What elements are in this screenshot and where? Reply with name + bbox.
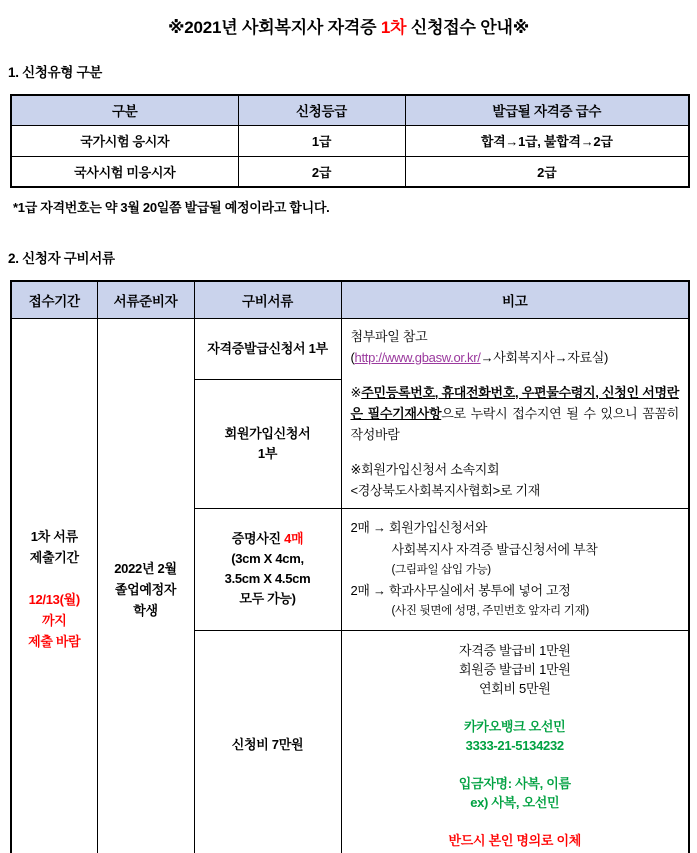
remarks-doc3-cell — [341, 508, 689, 630]
table1-header-type: 구분 — [11, 95, 238, 125]
photo-note-line2: 사회복지사 자격증 발급신청서에 부착 — [391, 542, 598, 557]
attachment-reference: 첨부파일 참고 — [350, 328, 428, 344]
section1-heading: 1. 신청유형 구분 — [8, 65, 103, 80]
period-deadline-note: 제출 바람 — [28, 634, 81, 650]
doc4-label: 신청비 7만원 — [231, 737, 304, 753]
table1-row1-grade: 1급 — [238, 125, 405, 156]
doc1-label: 자격증발급신청서 1부 — [207, 340, 328, 356]
required-note-mark: ※ — [350, 384, 362, 400]
spacer — [14, 568, 95, 589]
bank-account-name: 카카오뱅크 오선민 — [464, 718, 566, 734]
doc3-cell — [194, 508, 341, 630]
table1-row2-issued: 2급 — [405, 156, 689, 187]
preparer-line2: 졸업예정자 — [114, 581, 177, 597]
depositor-name-label: 입금자명: 사복, 이름 — [458, 775, 571, 791]
fee-line3: 연회비 5만원 — [478, 680, 551, 696]
table1-row2-type: 국사시험 미응시자 — [11, 156, 238, 187]
preparer-line1: 2022년 2월 — [114, 560, 177, 576]
attachment-link-line — [351, 347, 680, 368]
period-deadline-until: 까지 — [41, 613, 67, 629]
application-type-table — [10, 94, 690, 188]
table1-header-issued: 발급될 자격증 급수 — [405, 95, 689, 125]
doc2-cell — [194, 379, 341, 508]
doc3-label-line — [196, 529, 340, 549]
table2-header-remarks: 비고 — [341, 281, 689, 318]
branch-note-line1: ※회원가입신청서 소속지회 — [350, 461, 500, 477]
section2-heading: 2. 신청자 구비서류 — [8, 251, 115, 266]
submission-period-cell — [11, 318, 97, 853]
table1-header-row — [11, 95, 689, 125]
doc3-count: 4매 — [284, 531, 304, 546]
remarks-doc1-doc2-cell — [341, 318, 689, 508]
table1-row1-type: 국가시험 응시자 — [11, 125, 238, 156]
table1-footnote: *1급 자격번호는 약 3월 20일쯤 발급될 예정이라고 합니다. — [13, 200, 330, 215]
table-row — [11, 318, 689, 379]
doc3-size3: 모두 가능) — [239, 591, 296, 606]
period-line2: 제출기간 — [29, 550, 79, 566]
table2-header-period: 접수기간 — [11, 281, 97, 318]
required-note-rest: 으로 누락시 접수지연 될 수 있으니 꼼꼼히 작성바람 — [350, 405, 679, 442]
bank-account-number: 3333-21-5134232 — [465, 737, 564, 753]
preparer-cell — [97, 318, 194, 853]
required-documents-table — [10, 280, 690, 853]
fee-line1: 자격증 발급비 1만원 — [458, 642, 571, 658]
spacer — [351, 698, 680, 717]
doc4-cell — [194, 630, 341, 853]
table1-row1-issued: 합격→1급, 불합격→2급 — [405, 125, 689, 156]
fee-line2: 회원증 발급비 1만원 — [458, 661, 571, 677]
table2-header-preparer: 서류준비자 — [97, 281, 194, 318]
doc2-line2: 1부 — [257, 445, 278, 461]
transfer-warning: 반드시 본인 명의로 이체 — [448, 832, 582, 848]
table2-header-documents: 구비서류 — [194, 281, 341, 318]
photo-note-line5: (사진 뒷면에 성명, 주민번호 앞자리 기재) — [391, 605, 589, 617]
required-fields-note — [351, 382, 680, 445]
page-title — [0, 0, 697, 38]
table2-header-row — [11, 281, 689, 318]
photo-note-line1: 2매 → 회원가입신청서와 — [350, 520, 488, 535]
link-path: →사회복지사→자료실) — [480, 349, 609, 365]
doc3-size2: 3.5cm X 4.5cm — [224, 571, 311, 586]
title-prefix: ※2021년 사회복지사 자격증 — [167, 18, 381, 37]
title-highlight: 1차 — [380, 18, 407, 37]
website-link[interactable]: http://www.gbasw.or.kr/ — [354, 349, 481, 365]
depositor-name-example: ex) 사복, 오선민 — [470, 794, 560, 810]
photo-note-line4: 2매 → 학과사무실에서 봉투에 넣어 고정 — [350, 583, 571, 598]
branch-note — [351, 459, 680, 501]
spacer — [351, 755, 680, 774]
photo-note-line3: (그림파일 삽입 가능) — [391, 564, 491, 576]
period-line1: 1차 서류 — [30, 529, 78, 545]
preparer-line3: 학생 — [133, 602, 158, 618]
table-row — [11, 156, 689, 187]
table-row — [11, 125, 689, 156]
period-deadline-date: 12/13(월) — [28, 592, 80, 608]
doc3-size1: (3cm X 4cm, — [231, 551, 304, 566]
doc2-line1: 회원가입신청서 — [224, 425, 311, 441]
remarks-doc4-cell — [341, 630, 689, 853]
branch-note-line2: <경상북도사회복지사협회>로 기재 — [350, 482, 541, 498]
doc3-label: 증명사진 — [231, 531, 281, 546]
table1-header-grade: 신청등급 — [238, 95, 405, 125]
required-note-emphasis: 주민등록번호, 휴대전화번호, 우편물수령지, 신청인 서명란은 필수기재사항 — [350, 384, 679, 421]
doc1-cell — [194, 318, 341, 379]
spacer — [351, 812, 680, 831]
table1-row2-grade: 2급 — [238, 156, 405, 187]
title-suffix: 신청접수 안내※ — [406, 18, 530, 37]
link-open-paren: ( — [350, 349, 355, 365]
